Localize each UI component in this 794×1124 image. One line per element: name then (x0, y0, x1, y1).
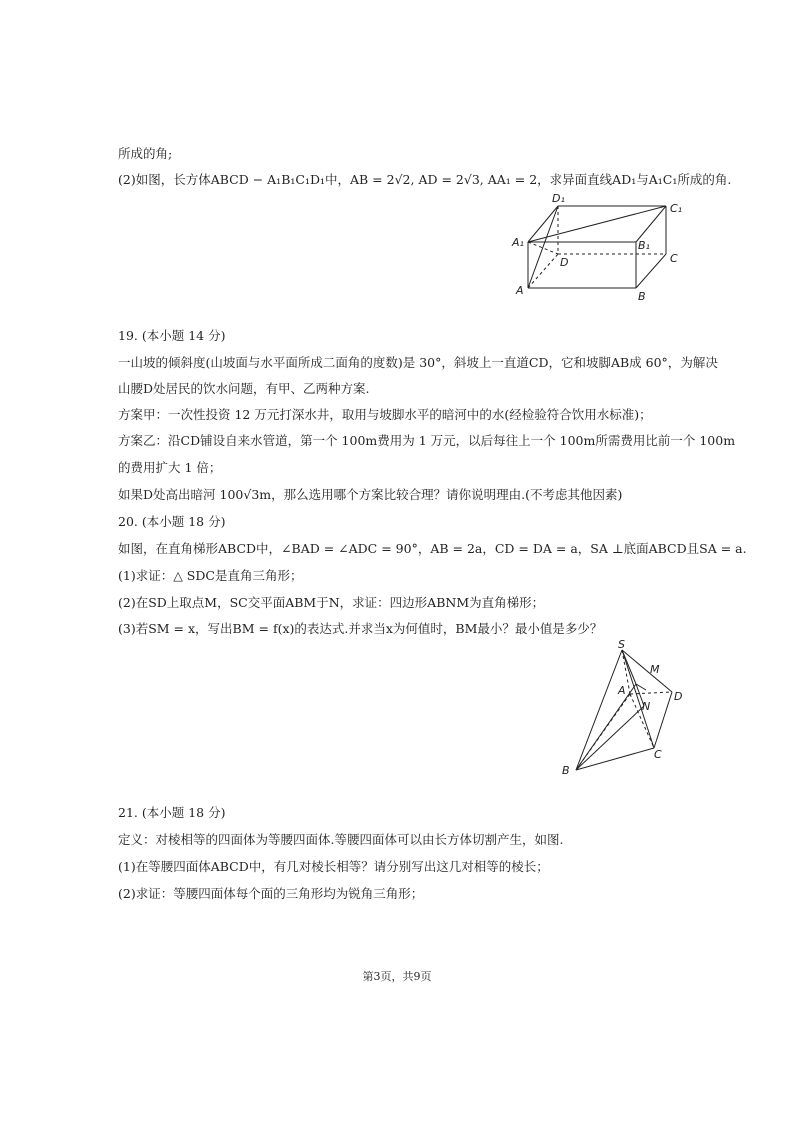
question-21-title: 21. (本小题 18 分) (118, 805, 226, 820)
question-21-text: (1)在等腰四面体ABCD中，有几对棱长相等？请分别写出这几对相等的棱长； (118, 859, 549, 874)
question-19-text: 如果D处高出暗河 100√3m，那么选用哪个方案比较合理？请你说明理由.(不考虑其他因素) (118, 487, 623, 502)
label-M: M (650, 663, 660, 676)
question-21-text: (2)求证：等腰四面体每个面的三角形均为锐角三角形； (118, 886, 424, 901)
label-C: C (654, 748, 662, 761)
label-D1: D₁ (552, 192, 565, 205)
question-20-text: 如图，在直角梯形ABCD中，∠BAD = ∠ADC = 90°，AB = 2a，CD = DA = a，SA ⊥底面ABCD且SA = a. (118, 541, 747, 556)
question-19-text: 方案甲：一次性投资 12 万元打深水井，取用与坡脚水平的暗河中的水(经检验符合饮用水标准)； (118, 407, 652, 422)
label-D: D (674, 690, 683, 703)
label-S: S (618, 640, 625, 651)
question-20-text: (3)若SM = x，写出BM = f(x)的表达式.并求当x为何值时，BM最小？最小值是多少？ (118, 621, 603, 636)
question-18-part-2: (2)如图，长方体ABCD − A₁B₁C₁D₁中，AB = 2√2, AD = 2√3, AA₁ = 2，求异面直线AD₁与A₁C₁所成的角. (118, 172, 732, 187)
label-C: C (670, 252, 678, 265)
question-20-text: (2)在SD上取点M，SC交平面ABM于N，求证：四边形ABNM为直角梯形； (118, 595, 545, 610)
label-C1: C₁ (670, 202, 683, 215)
label-D: D (560, 256, 569, 269)
question-19-text: 一山坡的倾斜度(山坡面与水平面所成二面角的度数)是 30°，斜坡上一直道CD，它和坡脚AB成 60°，为解决 (118, 355, 718, 370)
cuboid-figure (510, 192, 690, 304)
label-A: A (618, 684, 626, 697)
question-19-text: 山腰D处居民的饮水问题，有甲、乙两种方案. (118, 381, 370, 396)
question-19-title: 19. (本小题 14 分) (118, 328, 226, 343)
label-B1: B₁ (638, 239, 650, 252)
question-20-title: 20. (本小题 18 分) (118, 514, 226, 529)
question-21-text: 定义：对棱相等的四面体为等腰四面体.等腰四面体可以由长方体切割产生，如图. (118, 832, 564, 847)
label-A1: A₁ (512, 236, 524, 249)
question-19-text: 的费用扩大 1 倍； (118, 460, 222, 475)
label-N: N (642, 700, 651, 713)
question-20-text: (1)求证：△ SDC是直角三角形； (118, 568, 303, 583)
page-footer: 第3页，共9页 (362, 970, 432, 983)
label-B: B (638, 290, 646, 303)
question-19-text: 方案乙：沿CD铺设自来水管道，第一个 100m费用为 1 万元，以后每往上一个 100m所需费用比前一个 100m (118, 433, 736, 448)
label-B: B (562, 764, 570, 777)
text-line: 所成的角; (118, 146, 173, 161)
pyramid-figure (556, 640, 692, 778)
label-A: A (516, 284, 524, 297)
